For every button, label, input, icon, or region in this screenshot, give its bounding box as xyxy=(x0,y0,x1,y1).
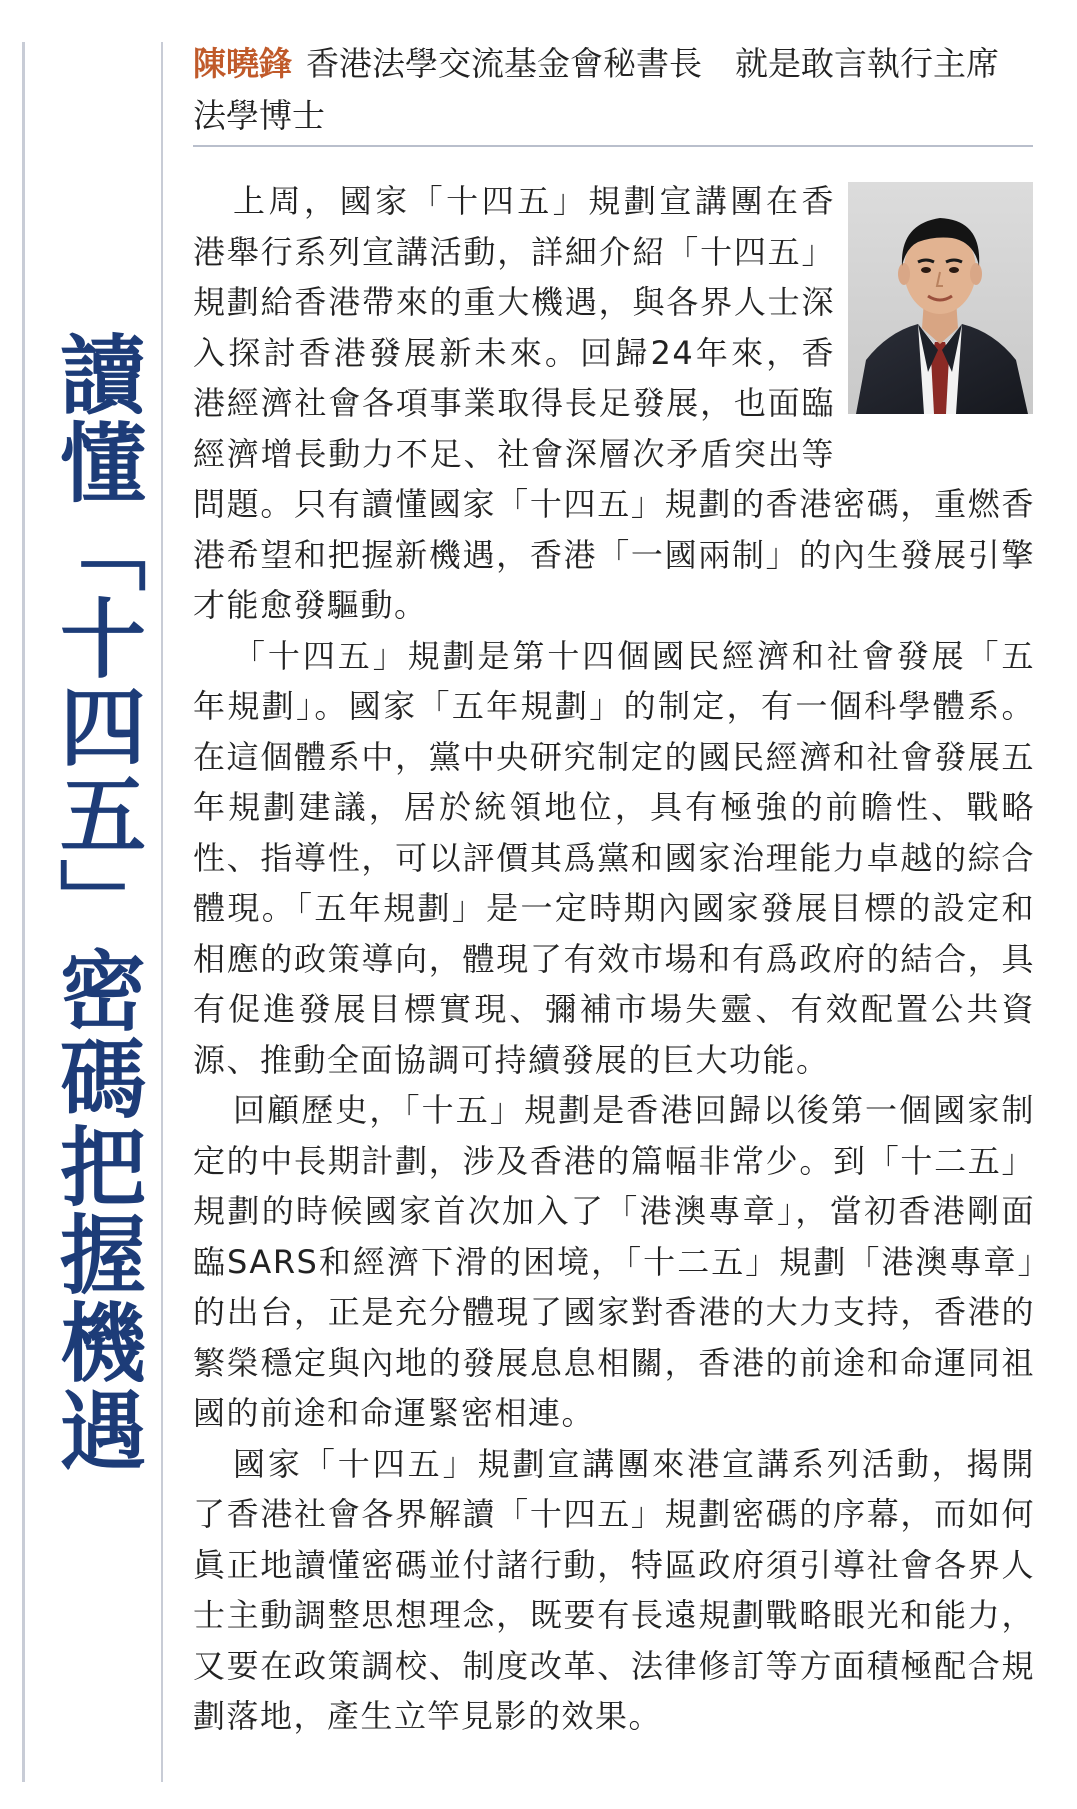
byline-divider xyxy=(193,145,1033,147)
article-paragraph-2: 「十四五」規劃是第十四個國民經濟和社會發展「五年規劃」。國家「五年規劃」的制定，有一個科學體系。在這個體系中，黨中央研究制定的國民經濟和社會發展五年規劃建議，居於統領地位，具有極強的前瞻性、戰略性、指導性，可以評價其爲黨和國家治理能力卓越的綜合體現。「五年規劃」是一定時期內國家發展目標的設定和相應的政策導向，體現了有效市場和有爲政府的結合，具有促進發展目標實現、彌補市場失靈、有效配置公共資源、推動全面協調可持續發展的巨大功能。 xyxy=(193,636,1035,1079)
author-title: 香港法學交流基金會秘書長 就是敢言執行主席 法學博士 xyxy=(193,44,1032,135)
byline xyxy=(193,38,1033,142)
article-paragraph-1: 上周，國家「十四五」規劃宣講團在香港舉行系列宣講活動，詳細介紹「十四五」規劃給香港帶來的重大機遇，與各界人士深入探討香港發展新未來。回歸24年來，香港經濟社會各項事業取得長足發展，也面臨經濟增長動力不足、社會深層次矛盾突出等問題。只有讀懂國家「十四五」規劃的香港密碼，重燃香港希望和把握新機遇，香港「一國兩制」的內生發展引擎才能愈發驅動。 xyxy=(193,182,1035,624)
headline-column-rule xyxy=(161,42,163,1782)
article-body xyxy=(193,176,1035,1742)
article-paragraph-3: 回顧歷史，「十五」規劃是香港回歸以後第一個國家制定的中長期計劃，涉及香港的篇幅非常少。到「十二五」規劃的時候國家首次加入了「港澳專章」，當初香港剛面臨SARS和經濟下滑的困境，「十二五」規劃「港澳專章」的出台，正是充分體現了國家對香港的大力支持，香港的繁榮穩定與內地的發展息息相關，香港的前途和命運同祖國的前途和命運緊密相連。 xyxy=(193,1091,1035,1432)
author-name: 陳曉鋒 xyxy=(193,44,292,83)
left-column-rule xyxy=(22,42,25,1782)
article-headline: 讀懂「十四五」密碼把握機遇 xyxy=(45,330,145,1474)
photo-text-wrap-spacer xyxy=(835,176,1035,430)
article-paragraph-4: 國家「十四五」規劃宣講團來港宣講系列活動，揭開了香港社會各界解讀「十四五」規劃密碼的序幕，而如何眞正地讀懂密碼並付諸行動，特區政府須引導社會各界人士主動調整思想理念，既要有長遠規劃戰略眼光和能力，又要在政策調校、制度改革、法律修訂等方面積極配合規劃落地，產生立竿見影的效果。 xyxy=(193,1444,1035,1735)
